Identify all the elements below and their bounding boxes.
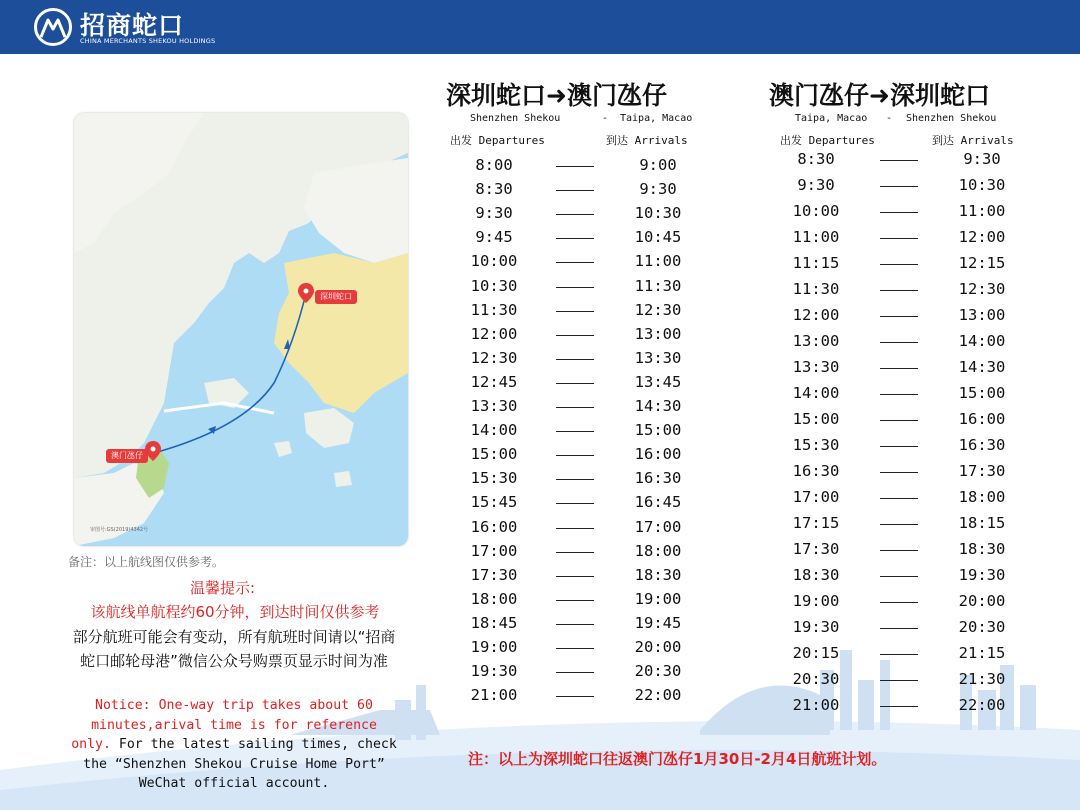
departure-time: 18:30 [792, 566, 840, 584]
timetable-row [464, 590, 714, 612]
departure-time: 11:15 [792, 254, 840, 272]
timetable-row [786, 384, 1046, 406]
departure-time: 17:00 [792, 488, 840, 506]
timetable-row [464, 277, 714, 299]
header-bar [0, 0, 1080, 54]
inbound-from: Taipa, Macao [795, 113, 868, 124]
departure-time: 12:00 [470, 324, 518, 343]
time-separator-line [556, 479, 594, 480]
time-separator-line [556, 262, 594, 263]
departure-time: 15:30 [470, 469, 518, 488]
arrival-time: 18:30 [634, 565, 682, 584]
outbound-departures-header: 出发 Departures [450, 134, 545, 147]
arrival-time: 20:00 [634, 638, 682, 656]
arrival-time: 10:30 [958, 176, 1006, 194]
departure-time: 13:30 [792, 358, 840, 376]
arrival-time: 13:00 [958, 306, 1006, 324]
time-separator-line [556, 672, 594, 673]
departure-time: 9:45 [475, 228, 513, 247]
timetable-row [786, 644, 1046, 666]
notice-english-black: For the latest sailing times, check the “Shenzhen Shekou Cruise Home Port” WeChat official account. [83, 737, 397, 791]
map-pin-label-shekou: 深圳蛇口 [315, 290, 357, 304]
time-separator-line [880, 316, 918, 317]
timetable-row [786, 410, 1046, 432]
arrival-time: 15:00 [634, 421, 682, 440]
timetable-row [786, 618, 1046, 640]
departure-time: 19:30 [792, 618, 840, 636]
timetable-row [464, 421, 714, 443]
arrival-time: 21:30 [958, 670, 1006, 688]
time-separator-line [556, 311, 594, 312]
timetable-row [786, 566, 1046, 588]
time-separator-line [556, 648, 594, 649]
map-approval-number: 审图号:GS(2019)4342号 [90, 527, 149, 533]
arrival-time: 18:15 [958, 514, 1006, 532]
arrival-time: 16:30 [634, 469, 682, 488]
outbound-from: Shenzhen Shekou [470, 113, 561, 124]
time-separator-line [880, 680, 918, 681]
time-separator-line [556, 407, 594, 408]
arrival-time: 16:00 [634, 445, 682, 464]
timetable-row [786, 462, 1046, 484]
arrival-time: 22:00 [634, 686, 682, 705]
route-map [74, 113, 408, 546]
timetable-row [786, 696, 1046, 718]
timetable-row [464, 662, 714, 684]
arrival-time: 16:30 [958, 436, 1006, 454]
arrival-time: 9:30 [639, 180, 677, 199]
departure-time: 19:00 [470, 638, 518, 656]
timetable-row [786, 176, 1046, 198]
departure-time: 9:30 [797, 176, 835, 194]
departure-time: 20:30 [792, 670, 840, 688]
departure-time: 11:00 [792, 228, 840, 246]
schedule-footnote: 注：以上为深圳蛇口往返澳门氹仔1月30日-2月4日航班计划。 [468, 750, 887, 768]
arrival-time: 13:00 [634, 324, 682, 343]
time-separator-line [880, 446, 918, 447]
timetable-row [464, 373, 714, 395]
departure-time: 8:30 [797, 150, 835, 168]
brand-logo-icon [34, 8, 72, 46]
departure-time: 15:45 [470, 493, 518, 512]
timetable-row [786, 358, 1046, 380]
timetable-row [464, 542, 714, 564]
time-separator-line [880, 264, 918, 265]
timetable-row [464, 614, 714, 636]
arrival-time: 18:00 [634, 541, 682, 560]
timetable-row [786, 670, 1046, 692]
arrival-time: 18:00 [958, 488, 1006, 506]
time-separator-line [880, 160, 918, 161]
arrival-time: 13:45 [634, 372, 682, 391]
timetable-row [464, 469, 714, 491]
time-separator-line [556, 600, 594, 601]
arrival-time: 9:30 [963, 150, 1001, 168]
timetable-row [464, 325, 714, 347]
time-separator-line [556, 696, 594, 697]
timetable-row [786, 332, 1046, 354]
departure-time: 20:15 [792, 644, 840, 662]
timetable-row [786, 514, 1046, 536]
time-separator-line [556, 166, 594, 167]
arrival-time: 19:00 [634, 589, 682, 608]
timetable-row [464, 204, 714, 226]
notice-english [70, 696, 398, 794]
timetable-row [464, 301, 714, 323]
arrival-time: 19:45 [634, 613, 682, 632]
arrival-time: 15:00 [958, 384, 1006, 402]
departure-time: 21:00 [792, 696, 840, 714]
departure-time: 8:30 [475, 180, 513, 199]
time-separator-line [556, 431, 594, 432]
departure-time: 17:30 [792, 540, 840, 558]
timetable-row [464, 228, 714, 250]
departure-time: 19:00 [792, 592, 840, 610]
tip-schedule-change: 部分航班可能会有变动，所有航班时间请以“招商蛇口邮轮母港”微信公众号购票页显示时间为准 [72, 628, 396, 670]
arrival-time: 22:00 [958, 696, 1006, 714]
time-separator-line [880, 290, 918, 291]
departure-time: 17:15 [792, 514, 840, 532]
arrival-time: 17:30 [958, 462, 1006, 480]
arrival-time: 16:00 [958, 410, 1006, 428]
departure-time: 13:30 [470, 397, 518, 415]
departure-time: 8:00 [475, 156, 513, 174]
departure-time: 10:00 [470, 252, 518, 271]
time-separator-line [556, 503, 594, 504]
arrival-time: 14:30 [634, 397, 682, 415]
time-separator-line [880, 550, 918, 551]
arrival-time: 9:00 [639, 156, 677, 174]
arrival-time: 11:00 [958, 202, 1006, 220]
map-graphic [74, 113, 408, 546]
timetable-row [464, 566, 714, 588]
timetable-row [786, 488, 1046, 510]
time-separator-line [556, 455, 594, 456]
time-separator-line [880, 186, 918, 187]
arrival-time: 19:30 [958, 566, 1006, 584]
arrival-time: 16:45 [634, 493, 682, 512]
timetable-row [464, 349, 714, 371]
timetable-row [786, 306, 1046, 328]
timetable-row [464, 686, 714, 708]
departure-time: 11:30 [792, 280, 840, 298]
arrival-time: 13:30 [634, 348, 682, 367]
time-separator-line [556, 576, 594, 577]
time-separator-line [880, 524, 918, 525]
notice-english-red: Notice: One-way trip takes about 60 minutes,arival time is for reference only. [71, 698, 377, 752]
timetable-row [786, 540, 1046, 562]
timetable-row [464, 518, 714, 540]
arrival-time: 10:45 [634, 228, 682, 247]
departure-time: 17:00 [470, 541, 518, 560]
timetable-row [464, 638, 714, 660]
map-note: 备注：以上航线图仅供参考。 [68, 555, 225, 569]
arrival-time: 12:30 [958, 280, 1006, 298]
timetable-row [464, 180, 714, 202]
tip-duration: 该航线单航程约60分钟，到达时间仅供参考 [90, 603, 380, 621]
departure-time: 13:00 [792, 332, 840, 350]
departure-time: 10:30 [470, 276, 518, 295]
brand-name: 招商蛇口 [80, 11, 185, 40]
departure-time: 14:00 [792, 384, 840, 402]
departure-time: 16:30 [792, 462, 840, 480]
departure-time: 19:30 [470, 662, 518, 681]
time-separator-line [880, 576, 918, 577]
inbound-arrivals-header: 到达 Arrivals [932, 134, 1014, 147]
timetable-row [464, 445, 714, 467]
departure-time: 15:30 [792, 436, 840, 454]
time-separator-line [880, 706, 918, 707]
departure-time: 15:00 [470, 445, 518, 464]
inbound-title: 澳门氹仔➜深圳蛇口 [769, 81, 990, 110]
time-separator-line [880, 368, 918, 369]
time-separator-line [556, 335, 594, 336]
departure-time: 21:00 [470, 686, 518, 705]
arrival-time: 12:15 [958, 254, 1006, 272]
time-separator-line [556, 190, 594, 191]
arrival-time: 12:00 [958, 228, 1006, 246]
timetable-row [786, 202, 1046, 224]
arrival-time: 21:15 [958, 644, 1006, 662]
departure-time: 12:45 [470, 372, 518, 391]
time-separator-line [556, 624, 594, 625]
arrival-time: 20:30 [634, 662, 682, 681]
time-separator-line [880, 394, 918, 395]
arrival-time: 17:00 [634, 517, 682, 536]
time-separator-line [880, 498, 918, 499]
timetable-row [786, 254, 1046, 276]
timetable-row [464, 252, 714, 274]
arrival-time: 14:00 [958, 332, 1006, 350]
time-separator-line [556, 238, 594, 239]
inbound-departures-header: 出发 Departures [780, 134, 875, 147]
departure-time: 16:00 [470, 517, 518, 536]
inbound-dash: - [886, 113, 893, 124]
timetable-row [786, 228, 1046, 250]
map-pin-label-taipa: 澳门氹仔 [106, 449, 148, 463]
time-separator-line [880, 212, 918, 213]
arrival-time: 18:30 [958, 540, 1006, 558]
departure-time: 9:30 [475, 204, 513, 223]
time-separator-line [880, 420, 918, 421]
outbound-title: 深圳蛇口➜澳门氹仔 [446, 81, 667, 110]
time-separator-line [880, 472, 918, 473]
brand-name-en: CHINA MERCHANTS SHEKOU HOLDINGS [80, 37, 216, 45]
outbound-arrivals-header: 到达 Arrivals [606, 134, 688, 147]
time-separator-line [556, 552, 594, 553]
departure-time: 14:00 [470, 421, 518, 440]
departure-time: 12:30 [470, 348, 518, 367]
timetable-row [464, 156, 714, 178]
time-separator-line [556, 287, 594, 288]
departure-time: 17:30 [470, 565, 518, 584]
arrival-time: 20:30 [958, 618, 1006, 636]
time-separator-line [880, 238, 918, 239]
timetable-row [464, 397, 714, 419]
departure-time: 18:00 [470, 589, 518, 608]
arrival-time: 20:00 [958, 592, 1006, 610]
timetable-row [786, 150, 1046, 172]
time-separator-line [556, 359, 594, 360]
time-separator-line [880, 342, 918, 343]
arrival-time: 12:30 [634, 300, 682, 319]
departure-time: 11:30 [470, 300, 518, 319]
time-separator-line [556, 214, 594, 215]
departure-time: 12:00 [792, 306, 840, 324]
time-separator-line [880, 628, 918, 629]
tip-title: 温馨提示: [190, 579, 256, 597]
timetable-row [786, 436, 1046, 458]
time-separator-line [880, 654, 918, 655]
timetable-row [786, 592, 1046, 614]
arrival-time: 14:30 [958, 358, 1006, 376]
timetable-row [786, 280, 1046, 302]
time-separator-line [556, 383, 594, 384]
time-separator-line [880, 602, 918, 603]
arrival-time: 11:30 [634, 276, 682, 295]
arrival-time: 11:00 [634, 252, 682, 271]
time-separator-line [556, 528, 594, 529]
departure-time: 18:45 [470, 613, 518, 632]
outbound-dash: - [602, 113, 609, 124]
departure-time: 15:00 [792, 410, 840, 428]
arrival-time: 10:30 [634, 204, 682, 223]
departure-time: 10:00 [792, 202, 840, 220]
timetable-row [464, 493, 714, 515]
outbound-to: Taipa, Macao [620, 113, 693, 124]
inbound-to: Shenzhen Shekou [906, 113, 997, 124]
